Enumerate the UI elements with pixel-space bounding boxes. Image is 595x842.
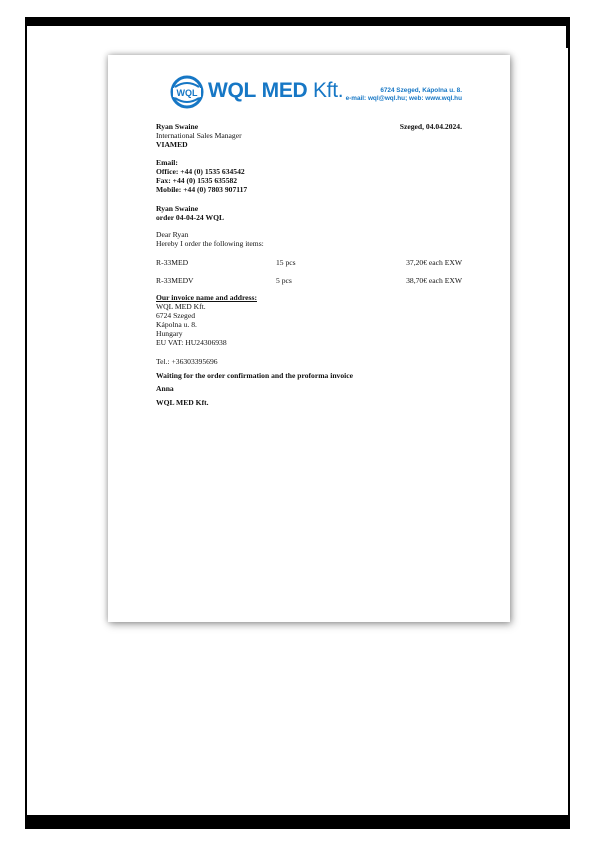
logo-suffix: Kft.: [312, 79, 344, 102]
letter-date: Szeged, 04.04.2024.: [399, 122, 462, 131]
intro-text: Hereby I order the following items:: [156, 239, 264, 248]
fax-number: Fax: +44 (0) 1535 635582: [156, 176, 238, 185]
letterhead-email-web: e-mail: wql@wql.hu; web: www.wql.hu: [345, 95, 462, 102]
office-phone: Office: +44 (0) 1535 634542: [156, 167, 245, 176]
item-code: R-33MEDV: [156, 276, 194, 285]
invoice-line: Kápolna u. 8.: [156, 320, 197, 329]
item-price: 38,70€ each EXW: [406, 276, 462, 285]
document-page: [108, 55, 510, 622]
invoice-line: EU VAT: HU24306938: [156, 338, 227, 347]
bottom-border: [25, 815, 570, 829]
letterhead-address: 6724 Szeged, Kápolna u. 8.: [380, 87, 462, 94]
recipient-block: [156, 122, 242, 149]
invoice-line: 6724 Szeged: [156, 311, 196, 320]
recipient-title: International Sales Manager: [156, 131, 242, 140]
greeting-block: [156, 230, 264, 248]
mobile-number: Mobile: +44 (0) 7803 907117: [156, 185, 248, 194]
subject-block: [156, 204, 224, 222]
subject-name: Ryan Swaine: [156, 204, 199, 213]
wql-globe-icon: [170, 75, 204, 109]
logo-brand: WQL: [208, 79, 257, 102]
telephone: Tel.: +36303395696: [156, 357, 218, 366]
invoice-line: WQL MED Kft.: [156, 302, 206, 311]
recipient-name: Ryan Swaine: [156, 122, 199, 131]
order-reference: order 04-04-24 WQL: [156, 213, 225, 222]
closing-text: Waiting for the order confirmation and the proforma invoice: [156, 371, 353, 380]
logo-mark-text: WQL: [176, 88, 198, 98]
company-logo: [170, 75, 348, 109]
item-quantity: 15 pcs: [276, 258, 296, 267]
top-border: [25, 17, 570, 26]
item-quantity: 5 pcs: [276, 276, 292, 285]
right-border-notch: [566, 26, 569, 48]
signer-name: Anna: [156, 384, 174, 393]
letterhead-contact: [346, 87, 462, 103]
logo-wordmark: [208, 79, 343, 103]
signer-company: WQL MED Kft.: [156, 398, 209, 407]
item-price: 37,20€ each EXW: [406, 258, 462, 267]
logo-name: MED: [261, 79, 308, 102]
invoice-line: Hungary: [156, 329, 183, 338]
recipient-company: VIAMED: [156, 140, 188, 149]
email-label: Email:: [156, 158, 178, 167]
greeting: Dear Ryan: [156, 230, 189, 239]
invoice-heading: Our invoice name and address:: [156, 293, 257, 302]
invoice-address-block: [156, 293, 257, 347]
contact-block: [156, 158, 247, 194]
item-code: R-33MED: [156, 258, 189, 267]
